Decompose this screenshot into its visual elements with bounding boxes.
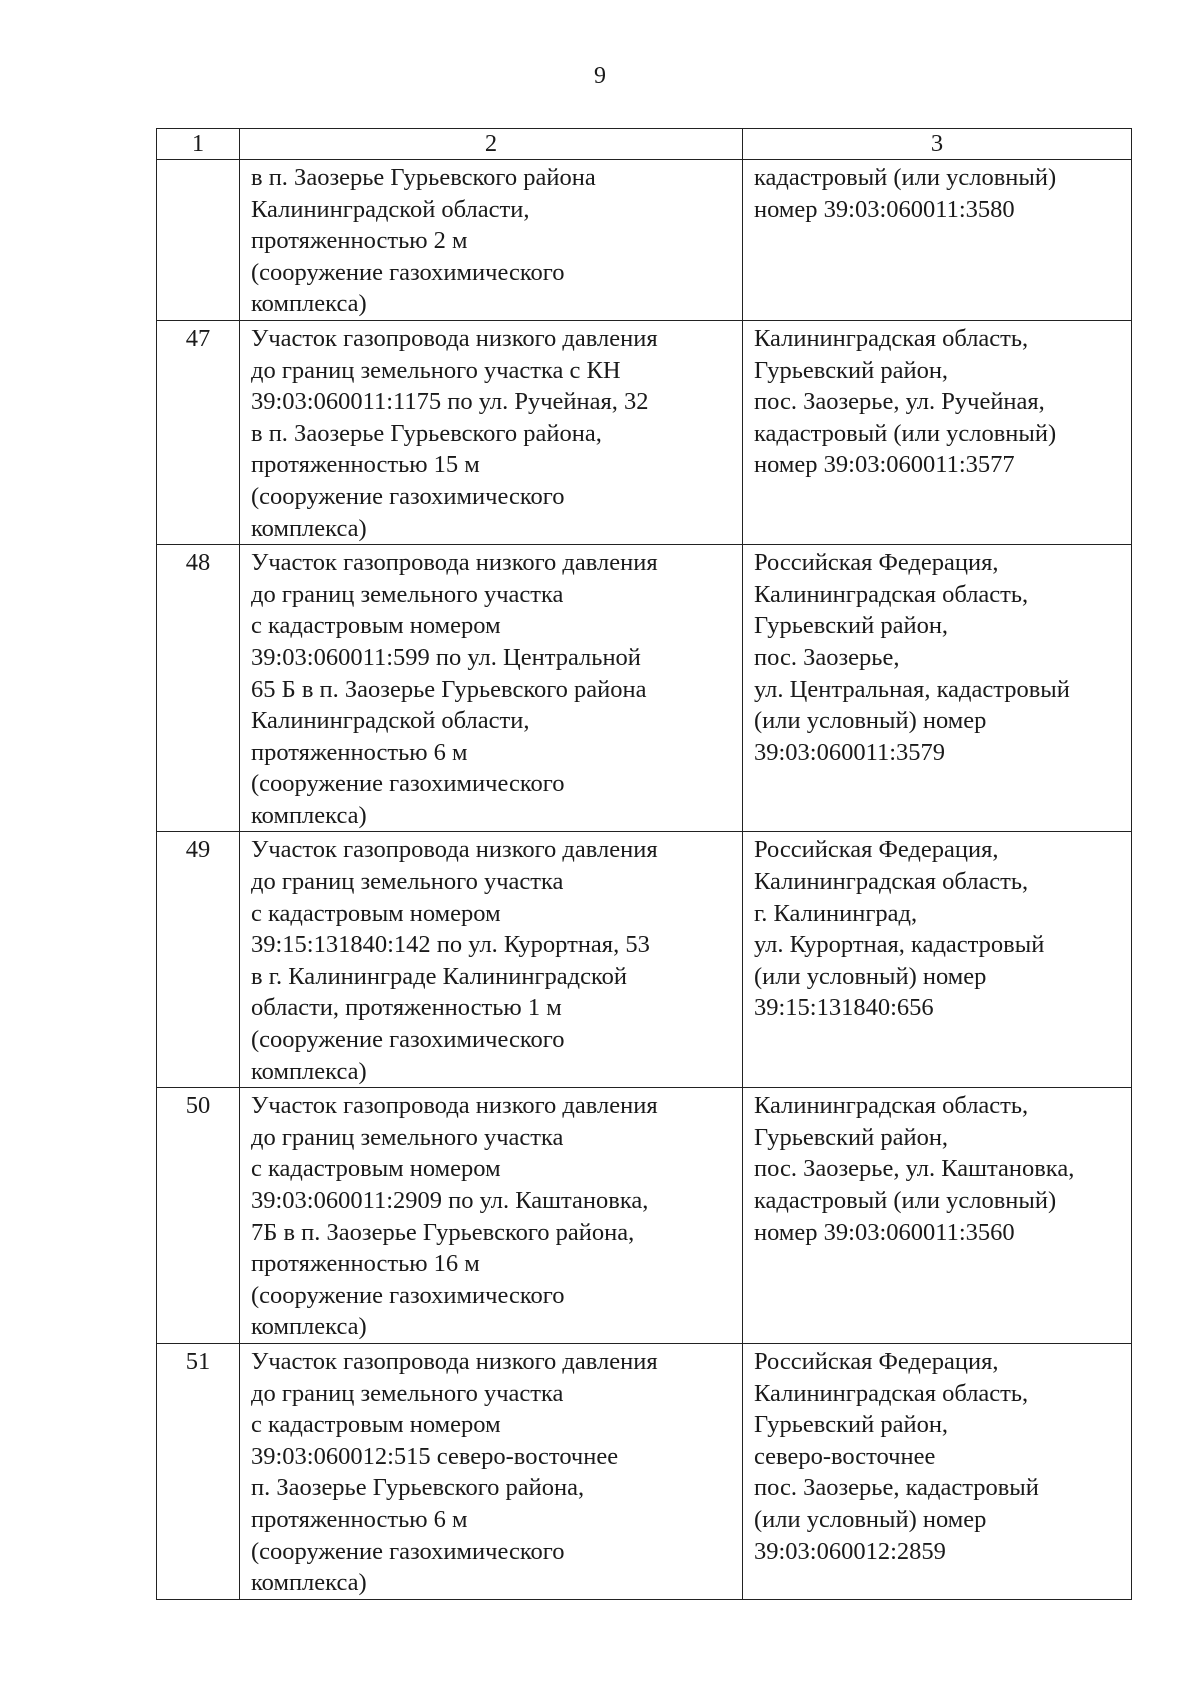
column-header-1: 1 xyxy=(157,129,240,160)
table-row xyxy=(157,1343,1132,1599)
page-number: 9 xyxy=(594,63,606,89)
column-header-3: 3 xyxy=(743,129,1132,160)
row-description: в п. Заозерье Гурьевского района Калининградской области, протяженностью 2 м (сооружение газохимического комплекса) xyxy=(240,160,743,321)
row-address: кадастровый (или условный) номер 39:03:060011:3580 xyxy=(743,160,1132,321)
row-description: Участок газопровода низкого давления до границ земельного участка с КН 39:03:060011:1175 по ул. Ручейная, 32 в п. Заозерье Гурьевского района, протяженностью 15 м (сооружение газохимического комплекса) xyxy=(240,320,743,544)
table-row xyxy=(157,160,1132,321)
row-address: Калининградская область, Гурьевский район, пос. Заозерье, ул. Ручейная, кадастровый (или условный) номер 39:03:060011:3577 xyxy=(743,320,1132,544)
row-number: 50 xyxy=(157,1088,240,1344)
row-number xyxy=(157,160,240,321)
row-number: 48 xyxy=(157,545,240,832)
table-row xyxy=(157,1088,1132,1344)
table-row xyxy=(157,545,1132,832)
row-description: Участок газопровода низкого давления до границ земельного участка с кадастровым номером 39:15:131840:142 по ул. Курортная, 53 в г. Калининграде Калининградской области, протяженностью 1 м (сооружение газохимического комплекса) xyxy=(240,832,743,1088)
row-address: Российская Федерация, Калининградская область, Гурьевский район, северо-восточнее пос. Заозерье, кадастровый (или условный) номер 39:03:060012:2859 xyxy=(743,1343,1132,1599)
row-number: 47 xyxy=(157,320,240,544)
column-header-2: 2 xyxy=(240,129,743,160)
row-address: Калининградская область, Гурьевский район, пос. Заозерье, ул. Каштановка, кадастровый (или условный) номер 39:03:060011:3560 xyxy=(743,1088,1132,1344)
row-description: Участок газопровода низкого давления до границ земельного участка с кадастровым номером 39:03:060011:2909 по ул. Каштановка, 7Б в п. Заозерье Гурьевского района, протяженностью 16 м (сооружение газохимического комплекса) xyxy=(240,1088,743,1344)
row-address: Российская Федерация, Калининградская область, г. Калининград, ул. Курортная, кадастровый (или условный) номер 39:15:131840:656 xyxy=(743,832,1132,1088)
table-row xyxy=(157,320,1132,544)
table-row xyxy=(157,832,1132,1088)
row-address: Российская Федерация, Калининградская область, Гурьевский район, пос. Заозерье, ул. Центральная, кадастровый (или условный) номер 39:03:060011:3579 xyxy=(743,545,1132,832)
table-header-row xyxy=(157,129,1132,160)
row-number: 51 xyxy=(157,1343,240,1599)
property-table xyxy=(156,128,1132,1600)
row-description: Участок газопровода низкого давления до границ земельного участка с кадастровым номером 39:03:060012:515 северо-восточнее п. Заозерье Гурьевского района, протяженностью 6 м (сооружение газохимического комплекса) xyxy=(240,1343,743,1599)
row-description: Участок газопровода низкого давления до границ земельного участка с кадастровым номером 39:03:060011:599 по ул. Центральной 65 Б в п. Заозерье Гурьевского района Калининградской области, протяженностью 6 м (сооружение газохимического комплекса) xyxy=(240,545,743,832)
row-number: 49 xyxy=(157,832,240,1088)
